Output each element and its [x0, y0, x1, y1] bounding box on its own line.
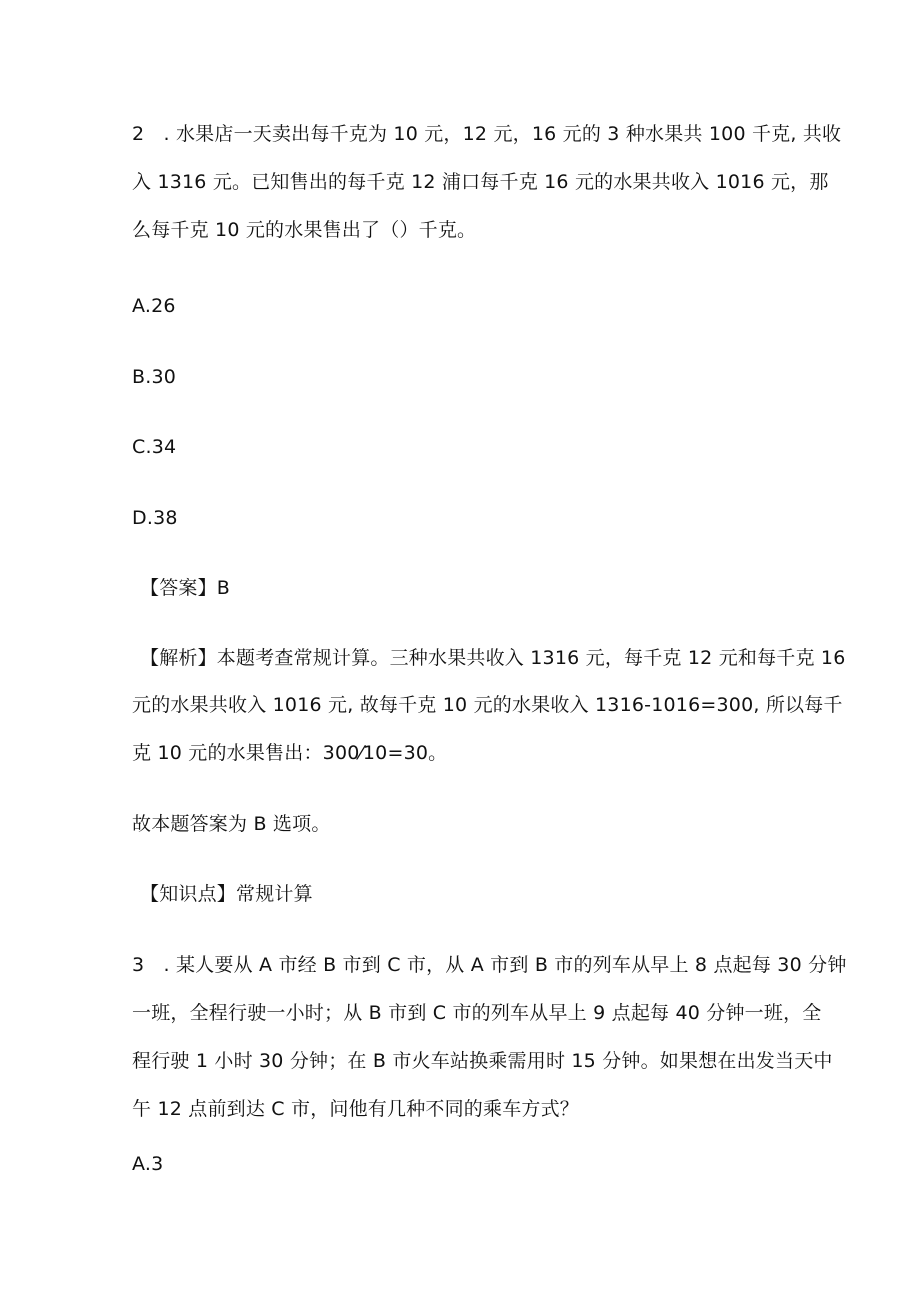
q2-stem-line-2: 入 1316 元。已知售出的每千克 12 浦口每千克 16 元的水果共收入 1016 元，那	[132, 171, 829, 193]
q2-answer: 【答案】B	[140, 577, 231, 599]
q2-analysis-line-1: 【解析】本题考查常规计算。三种水果共收入 1316 元，每千克 12 元和每千克 16	[140, 647, 846, 669]
q2-option-b: B.30	[132, 366, 177, 388]
q2-knowledge-point: 【知识点】常规计算	[140, 883, 313, 905]
q2-analysis-line-3: 克 10 元的水果售出：300⁄10=30。	[132, 742, 448, 764]
q3-stem-line-3: 程行驶 1 小时 30 分钟；在 B 市火车站换乘需用时 15 分钟。如果想在出发当天中	[132, 1050, 833, 1072]
q3-stem-line-1: 3 . 某人要从 A 市经 B 市到 C 市，从 A 市到 B 市的列车从早上 8 点起每 30 分钟	[132, 954, 847, 976]
q2-stem-line-3: 么每千克 10 元的水果售出了（）千克。	[132, 219, 477, 241]
q2-option-a: A.26	[132, 295, 176, 317]
q2-stem-line-1: 2 . 水果店一天卖出每千克为 10 元，12 元，16 元的 3 种水果共 100 千克, 共收	[132, 123, 842, 145]
q2-option-d: D.38	[132, 507, 178, 529]
q3-stem-line-4: 午 12 点前到达 C 市，问他有几种不同的乘车方式？	[132, 1098, 580, 1120]
q2-option-c: C.34	[132, 436, 177, 458]
q3-stem-line-2: 一班，全程行驶一小时；从 B 市到 C 市的列车从早上 9 点起每 40 分钟一班，全	[132, 1002, 822, 1024]
q2-conclusion: 故本题答案为 B 选项。	[132, 813, 331, 835]
q3-option-a: A.3	[132, 1153, 164, 1175]
q2-analysis-line-2: 元的水果共收入 1016 元, 故每千克 10 元的水果收入 1316-1016=300, 所以每千	[132, 694, 843, 716]
